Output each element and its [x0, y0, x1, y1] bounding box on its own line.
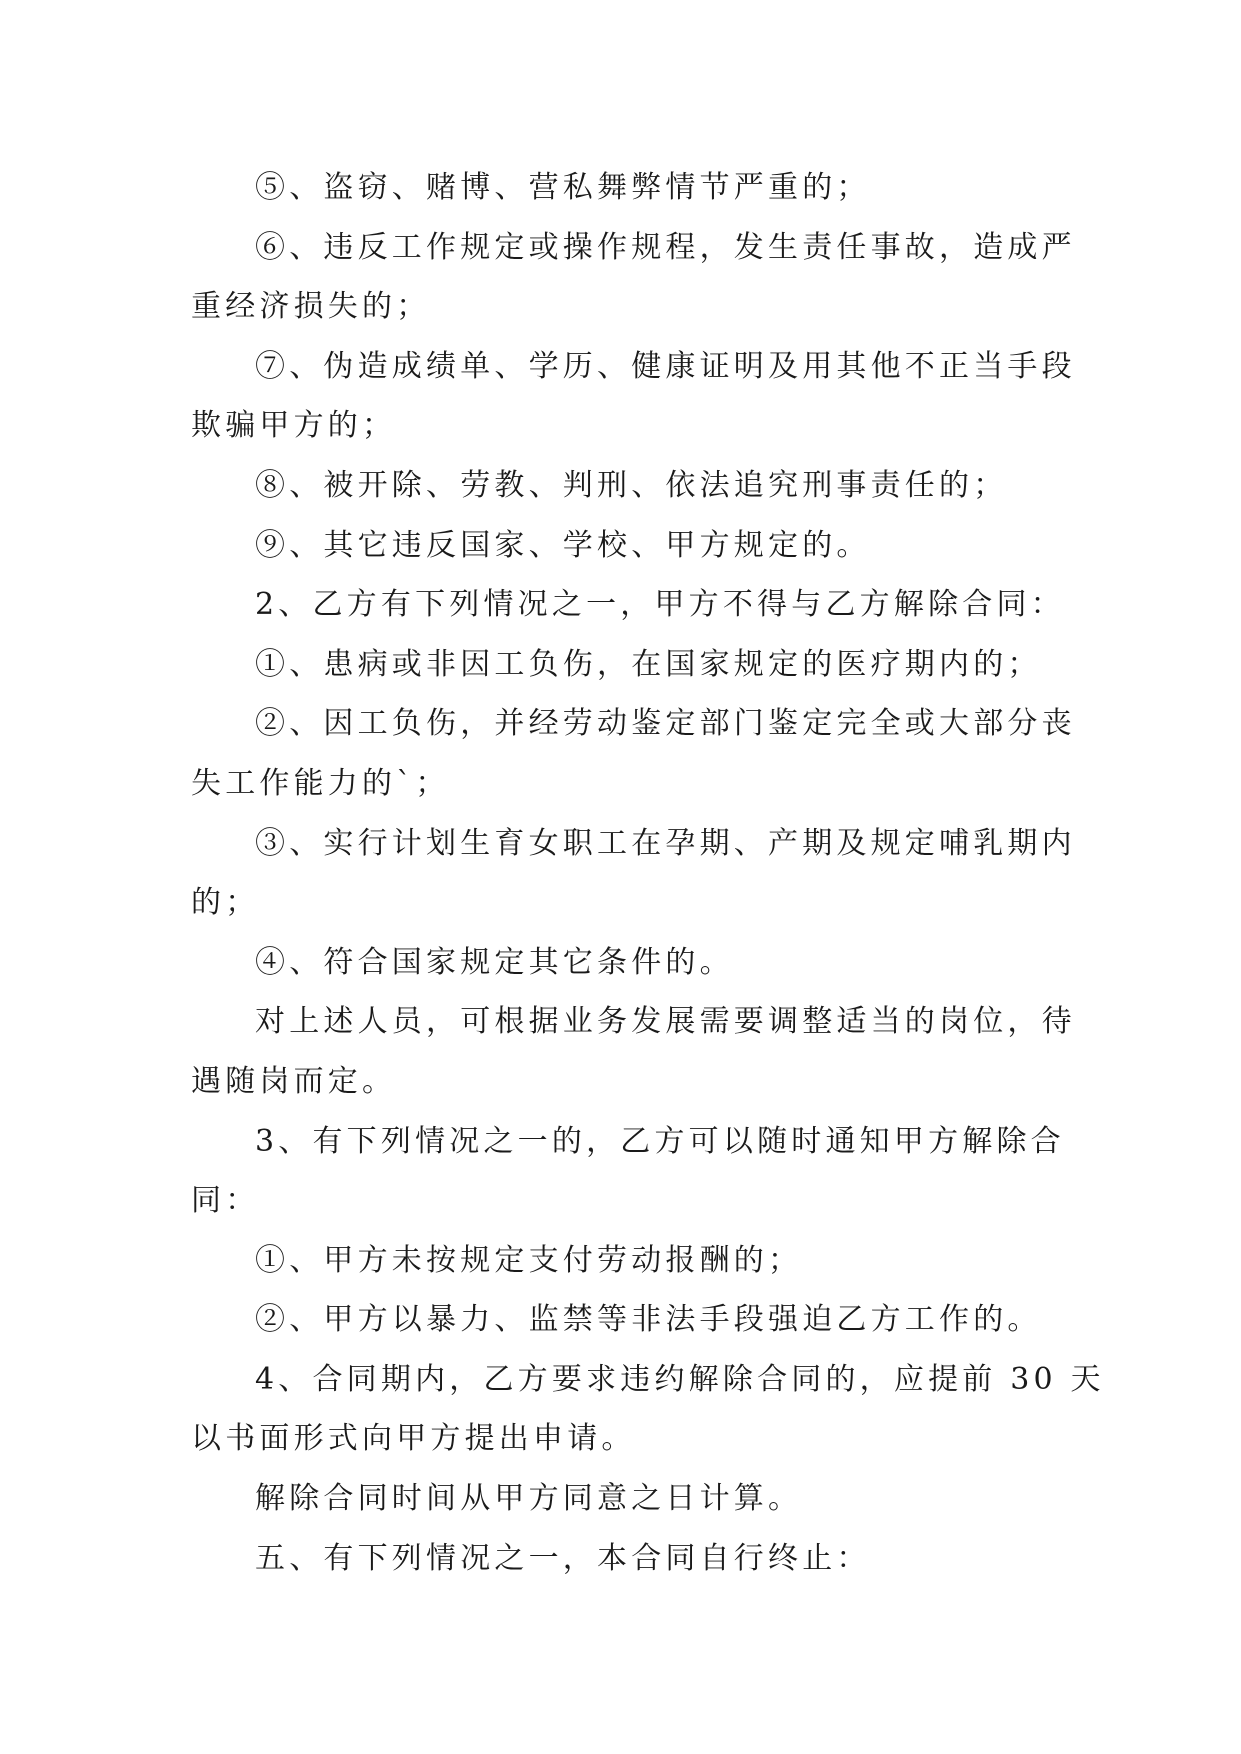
text-line: 同： [191, 1183, 260, 1219]
text-line: 的； [191, 885, 260, 921]
text-line: ④、符合国家规定其它条件的。 [255, 944, 734, 980]
document-body [191, 158, 1105, 1588]
text-line: ②、甲方以暴力、监禁等非法手段强迫乙方工作的。 [255, 1302, 1042, 1338]
text-line: 4、合同期内，乙方要求违约解除合同的，应提前 30 天 [255, 1361, 1105, 1397]
text-line: 以书面形式向甲方提出申请。 [191, 1421, 636, 1457]
text-line: 欺骗甲方的； [191, 408, 397, 444]
text-line: 解除合同时间从甲方同意之日计算。 [255, 1481, 803, 1517]
text-line: 重经济损失的； [191, 289, 431, 325]
text-line: ⑨、其它违反国家、学校、甲方规定的。 [255, 527, 871, 563]
text-line: 五、有下列情况之一，本合同自行终止： [255, 1540, 871, 1576]
text-line: 遇随岗而定。 [191, 1063, 397, 1099]
text-line: ⑤、盗窃、赌博、营私舞弊情节严重的； [255, 170, 871, 205]
text-line: ⑦、伪造成绩单、学历、健康证明及用其他不正当手段 [255, 348, 1076, 384]
text-line: ⑥、违反工作规定或操作规程，发生责任事故，造成严 [255, 229, 1076, 265]
text-line: 失工作能力的`； [191, 765, 450, 801]
text-line: ①、甲方未按规定支付劳动报酬的； [255, 1242, 803, 1278]
text-line: ①、患病或非因工负伤，在国家规定的医疗期内的； [255, 646, 1042, 682]
text-line: 2、乙方有下列情况之一，甲方不得与乙方解除合同： [255, 587, 1065, 623]
text-line: 对上述人员，可根据业务发展需要调整适当的岗位，待 [255, 1004, 1076, 1040]
text-line: ⑧、被开除、劳教、判刑、依法追究刑事责任的； [255, 467, 1008, 503]
text-line: 3、有下列情况之一的，乙方可以随时通知甲方解除合 [255, 1123, 1065, 1159]
text-line: ③、实行计划生育女职工在孕期、产期及规定哺乳期内 [255, 825, 1076, 861]
text-line: ②、因工负伤，并经劳动鉴定部门鉴定完全或大部分丧 [255, 706, 1076, 742]
